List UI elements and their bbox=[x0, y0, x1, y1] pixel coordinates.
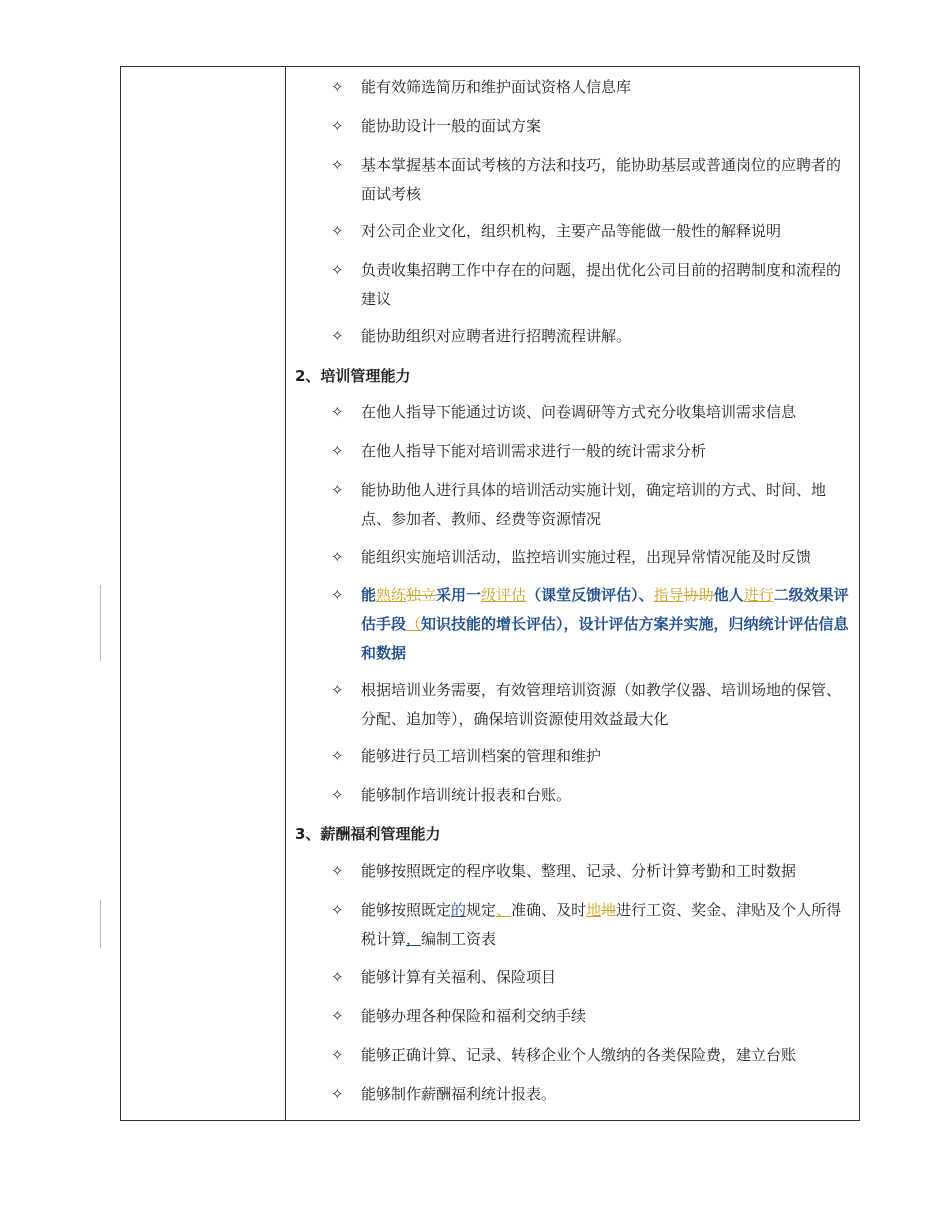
inserted-text: （ bbox=[406, 615, 422, 633]
bullet-icon: ✧ bbox=[331, 901, 344, 919]
tracked-change-item bbox=[361, 581, 855, 668]
inserted-text: 的 bbox=[451, 901, 467, 919]
list-item: 能够计算有关福利、保险项目 bbox=[361, 968, 557, 986]
inserted-text: 地 bbox=[586, 901, 602, 919]
bullet-icon: ✧ bbox=[331, 1046, 344, 1064]
list-item: 能组织实施培训活动，监控培训实施过程，出现异常情况能及时反馈 bbox=[361, 548, 812, 566]
inserted-text: 进行 bbox=[743, 586, 774, 604]
bullet-icon: ✧ bbox=[331, 681, 344, 699]
list-item: 能协助他人进行具体的培训活动实施计划，确定培训的方式、时间、地点、参加者、教师、经费等资源情况 bbox=[361, 481, 827, 528]
bullet-icon: ✧ bbox=[331, 481, 344, 499]
list-item: 根据培训业务需要，有效管理培训资源（如教学仪器、培训场地的保管、分配、追加等），确保培训资源使用效益最大化 bbox=[361, 681, 842, 728]
bullet-icon: ✧ bbox=[331, 747, 344, 765]
bullet-icon: ✧ bbox=[331, 862, 344, 880]
text-run: 他人 bbox=[713, 586, 744, 604]
list-item: 能够按照既定的程序收集、整理、记录、分析计算考勤和工时数据 bbox=[361, 862, 797, 880]
list-item: 在他人指导下能对培训需求进行一般的统计需求分析 bbox=[361, 442, 707, 460]
inserted-text: 级评估 bbox=[481, 586, 527, 604]
list-item: 能协助组织对应聘者进行招聘流程讲解。 bbox=[361, 327, 632, 345]
text-run: 二级效果评估手段 bbox=[361, 586, 849, 633]
bullet-icon: ✧ bbox=[331, 786, 344, 804]
text-run: 采用一 bbox=[436, 586, 482, 604]
bullet-icon: ✧ bbox=[331, 1007, 344, 1025]
text-run: 进行工资、奖金、津贴及个人所得税计算 bbox=[361, 901, 842, 948]
bullet-icon: ✧ bbox=[331, 222, 344, 240]
bullet-icon: ✧ bbox=[331, 117, 344, 135]
right-column bbox=[287, 67, 859, 1120]
list-item: 基本掌握基本面试考核的方法和技巧，能协助基层或普通岗位的应聘者的面试考核 bbox=[361, 156, 842, 203]
bullet-icon: ✧ bbox=[331, 442, 344, 460]
section-heading-training: 2、培训管理能力 bbox=[295, 367, 411, 385]
list-item: 负责收集招聘工作中存在的问题，提出优化公司目前的招聘制度和流程的建议 bbox=[361, 261, 842, 308]
text-run: 知识技能的增长评估），设计评估方案并实施，归纳统计评估信息和数据 bbox=[361, 615, 849, 662]
bullet-icon: ✧ bbox=[331, 548, 344, 566]
text-run: 准确、及时 bbox=[511, 901, 587, 919]
list-item: 能够制作培训统计报表和台账。 bbox=[361, 786, 572, 804]
bullet-icon: ✧ bbox=[331, 327, 344, 345]
text-run: 能 bbox=[361, 586, 377, 604]
list-item: 在他人指导下能通过访谈、问卷调研等方式充分收集培训需求信息 bbox=[361, 403, 797, 421]
deleted-text: 独立 bbox=[406, 586, 437, 604]
inserted-text: 熟练 bbox=[376, 586, 407, 604]
bullet-icon: ✧ bbox=[331, 156, 344, 174]
bullet-icon: ✧ bbox=[331, 586, 344, 604]
tracked-change-item bbox=[361, 896, 855, 954]
bullet-icon: ✧ bbox=[331, 78, 344, 96]
bullet-icon: ✧ bbox=[331, 403, 344, 421]
list-item: 能够制作薪酬福利统计报表。 bbox=[361, 1085, 557, 1103]
list-item: 能够正确计算、记录、转移企业个人缴纳的各类保险费，建立台账 bbox=[361, 1046, 797, 1064]
list-item: 能有效筛选简历和维护面试资格人信息库 bbox=[361, 78, 632, 96]
section-heading-compensation: 3、薪酬福利管理能力 bbox=[295, 825, 441, 843]
list-item: 能够进行员工培训档案的管理和维护 bbox=[361, 747, 602, 765]
text-run: 规定 bbox=[466, 901, 497, 919]
change-bar bbox=[100, 585, 101, 661]
change-bar bbox=[100, 900, 101, 948]
deleted-text: 地 bbox=[601, 901, 617, 919]
inserted-text: 、 bbox=[496, 901, 512, 919]
content-table bbox=[120, 66, 860, 1121]
inserted-text: ， bbox=[406, 930, 422, 948]
text-run: 能够按照既定 bbox=[361, 901, 452, 919]
list-item: 能够办理各种保险和福利交纳手续 bbox=[361, 1007, 587, 1025]
bullet-icon: ✧ bbox=[331, 1085, 344, 1103]
text-run: （课堂反馈评估）、 bbox=[526, 586, 654, 604]
left-column bbox=[121, 67, 286, 1120]
list-item: 能协助设计一般的面试方案 bbox=[361, 117, 542, 135]
bullet-icon: ✧ bbox=[331, 261, 344, 279]
inserted-text: 指导 bbox=[653, 586, 684, 604]
deleted-text: 协助 bbox=[683, 586, 714, 604]
text-run: 编制工资表 bbox=[421, 930, 497, 948]
list-item: 对公司企业文化，组织机构，主要产品等能做一般性的解释说明 bbox=[361, 222, 782, 240]
bullet-icon: ✧ bbox=[331, 968, 344, 986]
